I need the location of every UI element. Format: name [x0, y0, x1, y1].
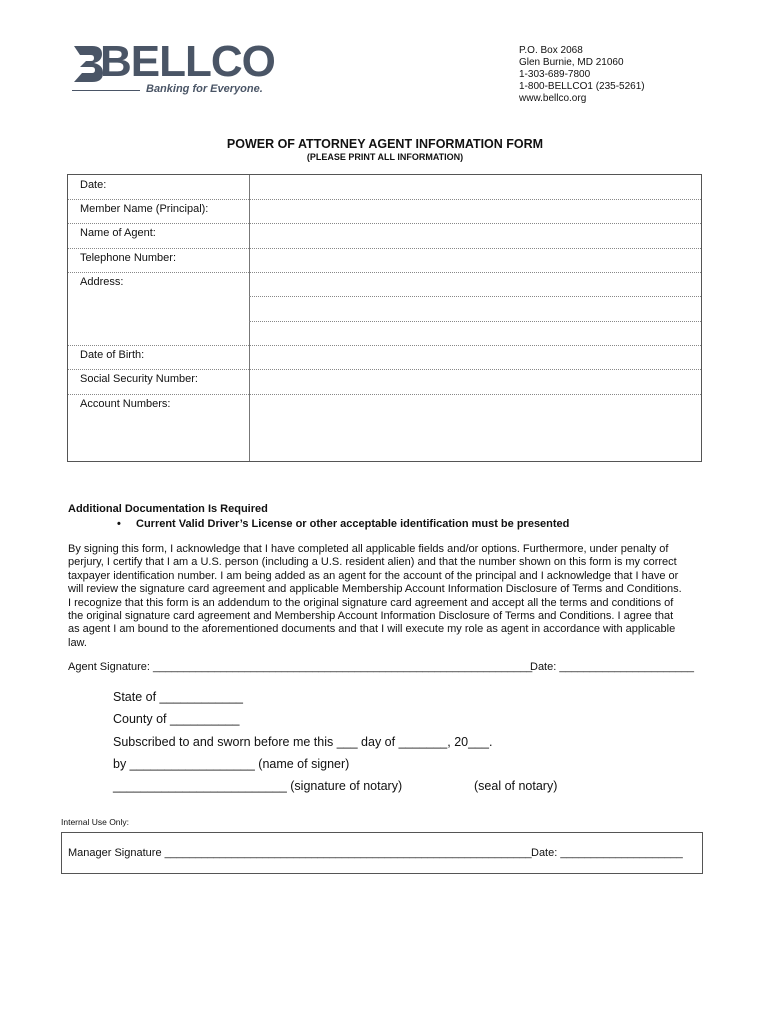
address-line: P.O. Box 2068 [519, 45, 583, 56]
agent-info-table [67, 174, 702, 462]
logo-divider [72, 90, 140, 91]
documentation-requirement: Current Valid Driver’s License or other acceptable identification must be presented [136, 518, 570, 530]
form-subtitle: (PLEASE PRINT ALL INFORMATION) [306, 152, 464, 162]
agent-signature-line[interactable]: Agent Signature: ______________________________________________________________ [68, 661, 533, 673]
notary-signer-name[interactable]: by __________________ (name of signer) [113, 757, 350, 771]
paragraph-line: By signing this form, I acknowledge that I have completed all applicable fields and/or options. Furthermore, under penalty of [68, 543, 669, 555]
paragraph-line: I recognize that this form is an addendum to the original signature card agreement and accept all the terms and conditions of [68, 596, 674, 609]
documentation-heading: Additional Documentation Is Required [68, 503, 268, 515]
address-line: www.bellco.org [519, 93, 587, 104]
paragraph-line: will review the signature card agreement and applicable Membership Account Information Disclosure of Terms and Conditions. [68, 583, 682, 596]
paragraph-line: law. [68, 636, 87, 649]
notary-subscribed[interactable]: Subscribed to and sworn before me this ___ day of _______, 20___. [113, 735, 493, 749]
member-name-label: Member Name (Principal): [80, 203, 209, 215]
address-line: 1-800-BELLCO1 (235-5261) [519, 81, 645, 92]
manager-date-line[interactable]: Date: ____________________ [531, 847, 683, 859]
telephone-field[interactable] [250, 249, 701, 272]
form-title: POWER OF ATTORNEY AGENT INFORMATION FORM [226, 137, 544, 151]
agent-date-line[interactable]: Date: ______________________ [530, 661, 694, 673]
logo-wordmark: BELLCO [100, 37, 275, 86]
agent-name-label: Name of Agent: [80, 227, 156, 239]
paragraph-line: as agent I am bound to the aforementioned documents and that I will execute my role as agent in accordance with applicable [68, 623, 676, 636]
logo-tagline: Banking for Everyone. [146, 83, 263, 95]
account-numbers-label: Account Numbers: [80, 398, 171, 410]
acknowledgement-paragraph [68, 543, 704, 650]
date-of-birth-label: Date of Birth: [80, 349, 145, 361]
ssn-label: Social Security Number: [80, 373, 198, 385]
date-field[interactable] [250, 175, 701, 199]
manager-signature-line[interactable]: Manager Signature ____________________________________________________________ [68, 847, 532, 859]
address-field[interactable] [250, 273, 701, 345]
address-line: 1-303-689-7800 [519, 69, 591, 80]
telephone-label: Telephone Number: [80, 252, 177, 264]
internal-use-label: Internal Use Only: [61, 817, 130, 827]
ssn-field[interactable] [250, 370, 701, 394]
paragraph-line: the original signature card agreement and Membership Account Information Disclosure of Terms and Conditions. I agree that [68, 610, 674, 623]
address-line: Glen Burnie, MD 21060 [519, 57, 624, 68]
date-of-birth-field[interactable] [250, 346, 701, 369]
notary-state[interactable]: State of ____________ [113, 690, 243, 704]
notary-seal: (seal of notary) [474, 779, 558, 793]
address-label: Address: [80, 276, 124, 288]
account-numbers-field[interactable] [250, 395, 701, 461]
bullet-icon: • [117, 518, 121, 530]
notary-county[interactable]: County of __________ [113, 712, 240, 726]
date-label: Date: [80, 179, 107, 191]
member-name-field[interactable] [250, 200, 701, 223]
paragraph-line: perjury, I certify that I am a U.S. person (including a U.S. resident alien) and that the number shown on this form is my correct [68, 556, 677, 569]
bank-address [519, 45, 645, 105]
agent-name-field[interactable] [250, 224, 701, 248]
paragraph-line: taxpayer identification number. I am being added as an agent for the account of the principal and I acknowledge that I have or [68, 569, 679, 582]
notary-signature[interactable]: _________________________ (signature of notary) [113, 779, 403, 793]
